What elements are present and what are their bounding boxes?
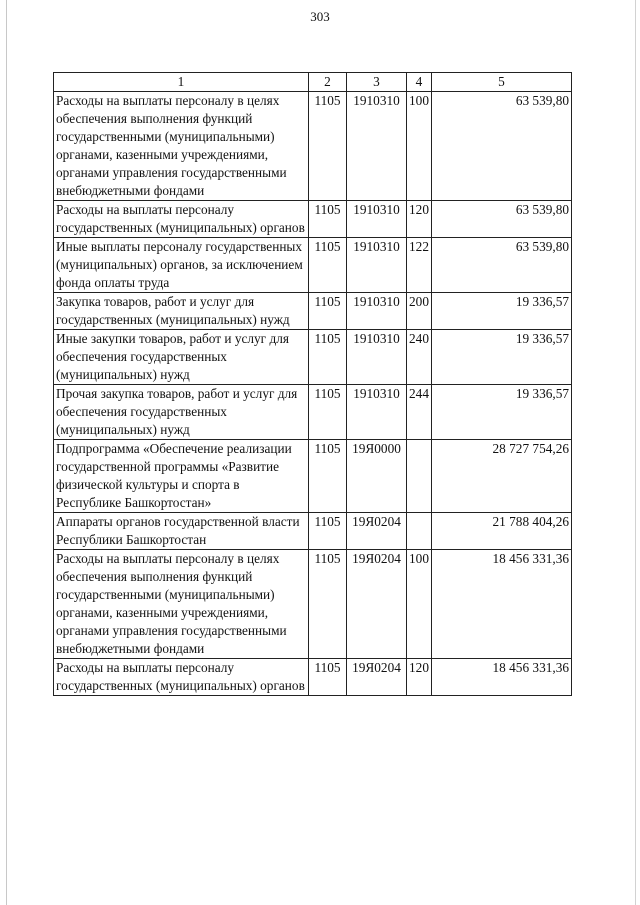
table-header-row xyxy=(54,73,572,92)
table-row xyxy=(54,201,572,238)
row-section: 1105 xyxy=(309,385,347,440)
header-col-1: 1 xyxy=(54,73,309,92)
row-expense-kind: 120 xyxy=(407,659,432,696)
row-target-code: 1910310 xyxy=(347,201,407,238)
row-section: 1105 xyxy=(309,201,347,238)
row-target-code: 1910310 xyxy=(347,238,407,293)
scan-edge-left xyxy=(6,0,7,905)
row-expense-kind: 100 xyxy=(407,92,432,201)
row-expense-kind xyxy=(407,440,432,513)
row-amount: 21 788 404,26 xyxy=(432,513,572,550)
row-name: Иные выплаты персоналу государственных (муниципальных) органов, за исключением фонда оплаты труда xyxy=(54,238,309,293)
row-name: Расходы на выплаты персоналу государственных (муниципальных) органов xyxy=(54,201,309,238)
row-section: 1105 xyxy=(309,238,347,293)
row-amount: 19 336,57 xyxy=(432,330,572,385)
table-row xyxy=(54,92,572,201)
row-expense-kind: 122 xyxy=(407,238,432,293)
row-amount: 18 456 331,36 xyxy=(432,659,572,696)
row-target-code: 1910310 xyxy=(347,293,407,330)
row-name: Аппараты органов государственной власти Республики Башкортостан xyxy=(54,513,309,550)
table-row xyxy=(54,440,572,513)
header-col-2: 2 xyxy=(309,73,347,92)
row-target-code: 19Я0204 xyxy=(347,659,407,696)
row-target-code: 1910310 xyxy=(347,92,407,201)
row-name: Расходы на выплаты персоналу в целях обеспечения выполнения функций государственными (муниципальными) органами, казенными учреждениями, органами управления государственными внебюджетными фондами xyxy=(54,92,309,201)
row-target-code: 19Я0204 xyxy=(347,513,407,550)
table-row xyxy=(54,238,572,293)
row-name: Закупка товаров, работ и услуг для государственных (муниципальных) нужд xyxy=(54,293,309,330)
page-number: 303 xyxy=(310,9,330,24)
row-name: Прочая закупка товаров, работ и услуг для обеспечения государственных (муниципальных) нужд xyxy=(54,385,309,440)
row-expense-kind xyxy=(407,513,432,550)
table-row xyxy=(54,385,572,440)
row-target-code: 19Я0204 xyxy=(347,550,407,659)
scan-edge-right xyxy=(635,0,636,905)
header-col-4: 4 xyxy=(407,73,432,92)
row-amount: 19 336,57 xyxy=(432,293,572,330)
table-row xyxy=(54,513,572,550)
row-expense-kind: 244 xyxy=(407,385,432,440)
table-row xyxy=(54,550,572,659)
row-amount: 63 539,80 xyxy=(432,92,572,201)
table-row xyxy=(54,330,572,385)
row-section: 1105 xyxy=(309,92,347,201)
header-col-3: 3 xyxy=(347,73,407,92)
row-expense-kind: 120 xyxy=(407,201,432,238)
row-amount: 28 727 754,26 xyxy=(432,440,572,513)
row-target-code: 1910310 xyxy=(347,330,407,385)
row-amount: 63 539,80 xyxy=(432,201,572,238)
row-section: 1105 xyxy=(309,513,347,550)
row-section: 1105 xyxy=(309,659,347,696)
row-name: Иные закупки товаров, работ и услуг для обеспечения государственных (муниципальных) нужд xyxy=(54,330,309,385)
header-col-5: 5 xyxy=(432,73,572,92)
row-amount: 18 456 331,36 xyxy=(432,550,572,659)
row-expense-kind: 200 xyxy=(407,293,432,330)
row-target-code: 19Я0000 xyxy=(347,440,407,513)
row-name: Подпрограмма «Обеспечение реализации государственной программы «Развитие физической культуры и спорта в Республике Башкортостан» xyxy=(54,440,309,513)
row-section: 1105 xyxy=(309,550,347,659)
row-section: 1105 xyxy=(309,440,347,513)
row-expense-kind: 100 xyxy=(407,550,432,659)
row-section: 1105 xyxy=(309,293,347,330)
table-row xyxy=(54,659,572,696)
row-expense-kind: 240 xyxy=(407,330,432,385)
budget-table xyxy=(53,72,572,696)
row-section: 1105 xyxy=(309,330,347,385)
row-name: Расходы на выплаты персоналу в целях обеспечения выполнения функций государственными (муниципальными) органами, казенными учреждениями, органами управления государственными внебюджетными фондами xyxy=(54,550,309,659)
table-row xyxy=(54,293,572,330)
row-amount: 63 539,80 xyxy=(432,238,572,293)
row-amount: 19 336,57 xyxy=(432,385,572,440)
row-name: Расходы на выплаты персоналу государственных (муниципальных) органов xyxy=(54,659,309,696)
row-target-code: 1910310 xyxy=(347,385,407,440)
